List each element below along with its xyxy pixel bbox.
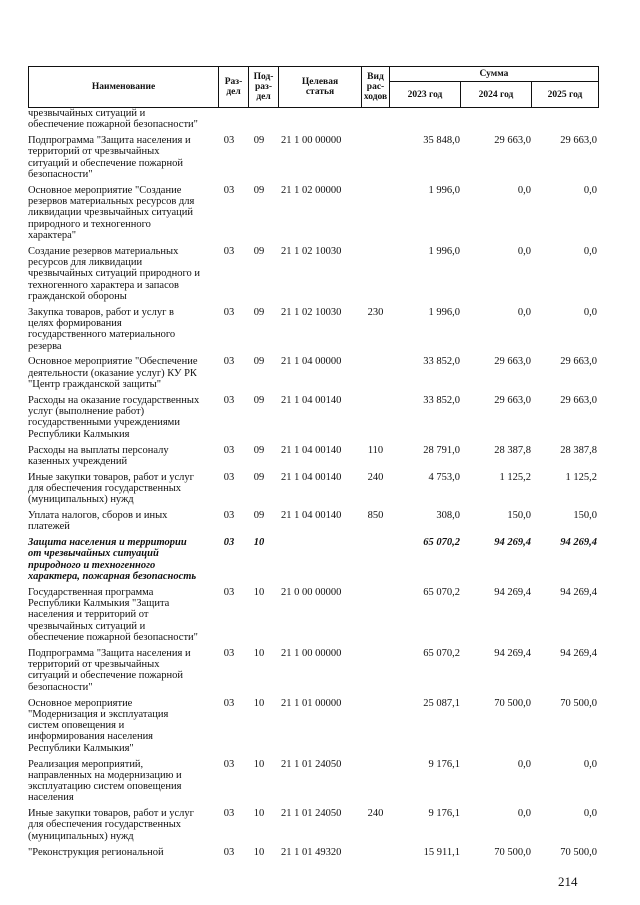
row-name: "Реконструкция региональной bbox=[28, 846, 164, 858]
row-sum-2024: 94 269,4 bbox=[494, 586, 531, 598]
row-sum-2024: 94 269,4 bbox=[494, 647, 531, 659]
table-row bbox=[28, 648, 599, 698]
budget-table bbox=[28, 66, 599, 862]
row-expense-type: 110 bbox=[367, 444, 384, 456]
row-sum-2023: 35 848,0 bbox=[423, 135, 460, 147]
row-name: Государственная программа Республики Калмыкия "Защита населения и территорий от чрезвычайных ситуаций и обеспечение пожарной безопасности" bbox=[28, 586, 198, 643]
header-year-2025: 2025 год bbox=[547, 89, 583, 100]
table-row bbox=[28, 395, 599, 445]
row-sum-2025: 94 269,4 bbox=[560, 537, 597, 549]
row-sum-2024: 70 500,0 bbox=[494, 697, 531, 709]
row-target-article: 21 1 04 00140 bbox=[281, 510, 342, 522]
header-sum: Сумма bbox=[390, 67, 598, 82]
row-sum-2024: 0,0 bbox=[517, 245, 531, 257]
table-row bbox=[28, 472, 599, 510]
header-vid: Вид рас- ходов bbox=[362, 67, 390, 107]
row-podrazdel: 09 bbox=[253, 306, 265, 318]
table-row bbox=[28, 445, 599, 472]
row-name: Основное мероприятие "Создание резервов материальных ресурсов для ликвидации чрезвычайных ситуаций природного и техногенного характера" bbox=[28, 184, 195, 241]
row-razdel: 03 bbox=[223, 444, 235, 456]
row-sum-2023: 9 176,1 bbox=[428, 758, 460, 770]
row-sum-2023: 1 996,0 bbox=[428, 306, 460, 318]
row-target-article: 21 1 01 49320 bbox=[281, 846, 342, 858]
row-sum-2024: 29 663,0 bbox=[494, 356, 531, 368]
table-header bbox=[28, 66, 599, 108]
row-sum-2025: 70 500,0 bbox=[560, 697, 597, 709]
table-row bbox=[28, 108, 599, 135]
row-razdel: 03 bbox=[223, 471, 235, 483]
row-target-article: 21 1 00 00000 bbox=[281, 647, 342, 659]
row-sum-2023: 1 996,0 bbox=[428, 184, 460, 196]
table-row bbox=[28, 510, 599, 537]
header-name: Наименование bbox=[29, 67, 219, 107]
row-razdel: 03 bbox=[223, 356, 235, 368]
row-sum-2024: 1 125,2 bbox=[499, 471, 531, 483]
row-expense-type: 230 bbox=[367, 306, 384, 318]
row-name: Создание резервов материальных ресурсов для ликвидации чрезвычайных ситуаций природного и техногенного характера и запасов гражданской обороны bbox=[28, 245, 201, 302]
row-razdel: 03 bbox=[223, 394, 235, 406]
row-razdel: 03 bbox=[223, 184, 235, 196]
row-target-article: 21 1 04 00140 bbox=[281, 394, 342, 406]
row-razdel: 03 bbox=[223, 586, 235, 598]
header-razdel: Раз- дел bbox=[219, 67, 249, 107]
row-sum-2024: 0,0 bbox=[517, 184, 531, 196]
row-name: Иные закупки товаров, работ и услуг для обеспечения государственных (муниципальных) нужд bbox=[28, 808, 194, 842]
row-sum-2024: 0,0 bbox=[517, 306, 531, 318]
row-sum-2023: 33 852,0 bbox=[423, 394, 460, 406]
row-sum-2023: 4 753,0 bbox=[428, 471, 460, 483]
row-expense-type: 850 bbox=[367, 510, 384, 522]
row-sum-2024: 70 500,0 bbox=[494, 846, 531, 858]
row-razdel: 03 bbox=[223, 135, 235, 147]
row-target-article: 21 1 01 24050 bbox=[281, 808, 342, 820]
row-target-article: 21 1 04 00140 bbox=[281, 471, 342, 483]
row-target-article: 21 1 04 00000 bbox=[281, 356, 342, 368]
row-name: Иные закупки товаров, работ и услуг для обеспечения государственных (муниципальных) нужд bbox=[28, 471, 194, 506]
header-podrazdel: Под- раз- дел bbox=[249, 67, 279, 107]
table-row bbox=[28, 307, 599, 357]
row-name: Расходы на оказание государственных услуг (выполнение работ) государственными учреждениями Республики Калмыкия bbox=[28, 394, 200, 440]
row-podrazdel: 09 bbox=[253, 245, 265, 257]
row-sum-2023: 9 176,1 bbox=[428, 808, 460, 820]
table-row bbox=[28, 135, 599, 185]
row-podrazdel: 10 bbox=[253, 697, 265, 709]
row-sum-2024: 150,0 bbox=[507, 510, 531, 522]
row-sum-2023: 33 852,0 bbox=[423, 356, 460, 368]
row-sum-2025: 0,0 bbox=[583, 808, 597, 820]
row-podrazdel: 09 bbox=[253, 444, 265, 456]
page-number: 214 bbox=[558, 874, 578, 889]
row-target-article: 21 1 01 00000 bbox=[281, 697, 342, 709]
row-sum-2025: 29 663,0 bbox=[560, 135, 597, 147]
row-name: Основное мероприятие "Модернизация и эксплуатация систем оповещения и информирования населения Республики Калмыкия" bbox=[28, 697, 169, 754]
row-sum-2023: 65 070,2 bbox=[423, 586, 460, 598]
header-target: Целевая статья bbox=[279, 67, 362, 107]
row-target-article: 21 0 00 00000 bbox=[281, 586, 342, 598]
row-podrazdel: 09 bbox=[253, 510, 265, 522]
row-sum-2025: 150,0 bbox=[573, 510, 597, 522]
row-name: Расходы на выплаты персоналу казенных учреждений bbox=[28, 444, 169, 467]
row-sum-2025: 28 387,8 bbox=[560, 444, 597, 456]
row-sum-2025: 94 269,4 bbox=[560, 586, 597, 598]
row-sum-2024: 29 663,0 bbox=[494, 394, 531, 406]
row-sum-2025: 70 500,0 bbox=[560, 846, 597, 858]
row-podrazdel: 09 bbox=[253, 184, 265, 196]
table-row bbox=[28, 847, 599, 863]
table-row bbox=[28, 759, 599, 809]
row-target-article: 21 1 02 10030 bbox=[281, 245, 342, 257]
row-sum-2023: 308,0 bbox=[436, 510, 460, 522]
table-row bbox=[28, 698, 599, 759]
table-row bbox=[28, 246, 599, 307]
row-target-article: 21 1 04 00140 bbox=[281, 444, 342, 456]
row-razdel: 03 bbox=[223, 306, 235, 318]
row-podrazdel: 09 bbox=[253, 356, 265, 368]
row-razdel: 03 bbox=[223, 537, 235, 549]
row-name: Основное мероприятие "Обеспечение деятельности (оказание услуг) КУ РК "Центр гражданской защиты" bbox=[28, 356, 198, 391]
row-target-article: 21 1 00 00000 bbox=[281, 135, 342, 147]
row-name: Подпрограмма "Защита населения и территорий от чрезвычайных ситуаций и обеспечение пожарной безопасности" bbox=[28, 135, 191, 180]
row-razdel: 03 bbox=[223, 647, 235, 659]
table-row bbox=[28, 587, 599, 648]
table-row bbox=[28, 356, 599, 394]
row-name: чрезвычайных ситуаций и обеспечение пожарной безопасности" bbox=[28, 108, 198, 131]
row-name: Уплата налогов, сборов и иных платежей bbox=[28, 510, 168, 533]
table-row bbox=[28, 185, 599, 246]
row-target-article: 21 1 02 10030 bbox=[281, 306, 342, 318]
row-razdel: 03 bbox=[223, 697, 235, 709]
row-podrazdel: 10 bbox=[253, 808, 265, 820]
row-sum-2023: 15 911,1 bbox=[423, 846, 460, 858]
row-sum-2025: 29 663,0 bbox=[560, 356, 597, 368]
row-name: Реализация мероприятий, направленных на модернизацию и эксплуатацию систем оповещения населения bbox=[28, 758, 182, 804]
row-sum-2025: 94 269,4 bbox=[560, 647, 597, 659]
row-expense-type: 240 bbox=[367, 471, 384, 483]
row-sum-2025: 29 663,0 bbox=[560, 394, 597, 406]
row-podrazdel: 10 bbox=[253, 537, 265, 549]
row-sum-2025: 0,0 bbox=[583, 245, 597, 257]
row-podrazdel: 10 bbox=[253, 758, 265, 770]
row-sum-2025: 0,0 bbox=[583, 758, 597, 770]
row-sum-2025: 1 125,2 bbox=[565, 471, 597, 483]
row-podrazdel: 09 bbox=[253, 394, 265, 406]
row-name: Закупка товаров, работ и услуг в целях формирования государственного материального резерва bbox=[28, 306, 176, 352]
row-razdel: 03 bbox=[223, 846, 235, 858]
header-year-2024: 2024 год bbox=[461, 82, 532, 107]
row-razdel: 03 bbox=[223, 758, 235, 770]
row-podrazdel: 09 bbox=[253, 471, 265, 483]
row-podrazdel: 09 bbox=[253, 135, 265, 147]
table-body bbox=[28, 108, 599, 862]
row-podrazdel: 10 bbox=[253, 846, 265, 858]
row-sum-2025: 0,0 bbox=[583, 306, 597, 318]
row-sum-2024: 0,0 bbox=[517, 808, 531, 820]
table-row bbox=[28, 808, 599, 846]
row-sum-2025: 0,0 bbox=[583, 184, 597, 196]
header-year-2023: 2023 год bbox=[390, 82, 461, 107]
row-sum-2023: 65 070,2 bbox=[423, 647, 460, 659]
row-sum-2024: 94 269,4 bbox=[494, 537, 531, 549]
row-sum-2023: 25 087,1 bbox=[423, 697, 460, 709]
row-name: Подпрограмма "Защита населения и территорий от чрезвычайных ситуаций и обеспечение пожарной безопасности" bbox=[28, 647, 191, 693]
row-expense-type: 240 bbox=[367, 808, 384, 820]
row-podrazdel: 10 bbox=[253, 586, 265, 598]
row-razdel: 03 bbox=[223, 808, 235, 820]
row-target-article: 21 1 01 24050 bbox=[281, 758, 342, 770]
row-sum-2023: 28 791,0 bbox=[423, 444, 460, 456]
table-row bbox=[28, 537, 599, 587]
row-sum-2023: 65 070,2 bbox=[423, 537, 460, 549]
row-sum-2024: 0,0 bbox=[517, 758, 531, 770]
row-target-article: 21 1 02 00000 bbox=[281, 184, 342, 196]
row-razdel: 03 bbox=[223, 245, 235, 257]
row-razdel: 03 bbox=[223, 510, 235, 522]
row-name: Защита населения и территории от чрезвычайных ситуаций природного и техногенного характера, пожарная безопасность bbox=[28, 537, 197, 583]
row-sum-2024: 29 663,0 bbox=[494, 135, 531, 147]
row-sum-2023: 1 996,0 bbox=[428, 245, 460, 257]
row-sum-2024: 28 387,8 bbox=[494, 444, 531, 456]
row-podrazdel: 10 bbox=[253, 647, 265, 659]
